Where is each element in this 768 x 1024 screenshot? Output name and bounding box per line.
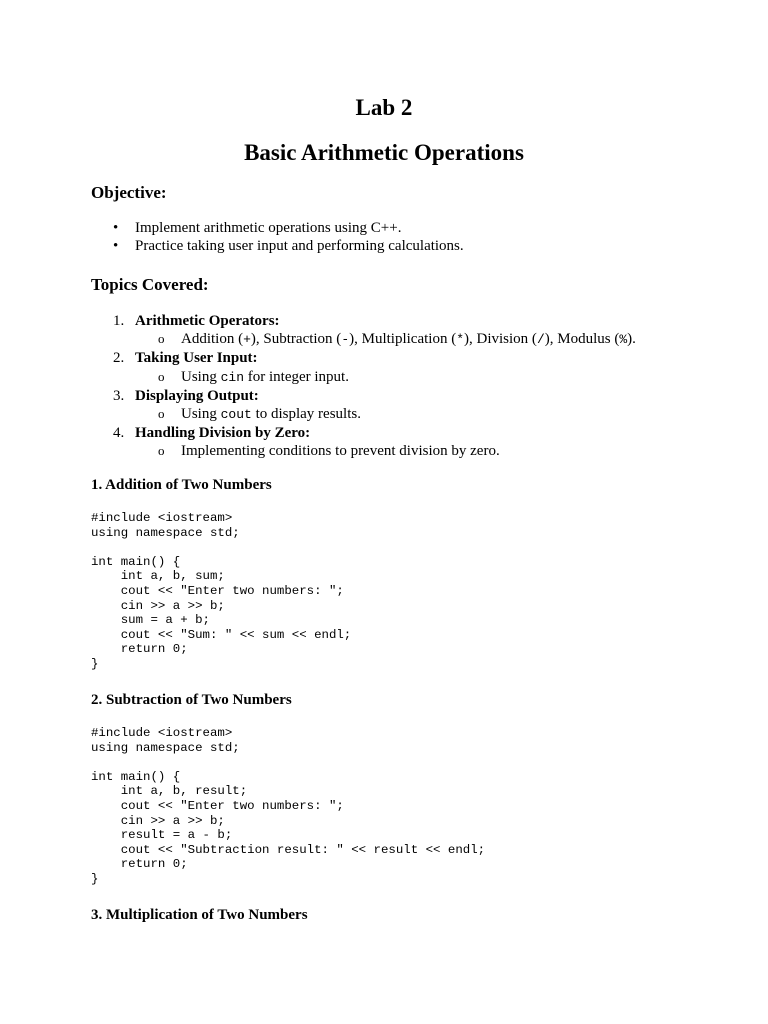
code-block-subtraction: #include <iostream> using namespace std; int main() { int a, b, result; cout << "Enter two numbers: "; cin >> a >> b; result = a - b; cout << "Subtraction result: " << result << endl; return 0; } xyxy=(91,726,486,886)
list-subitem: o Addition (+), Subtraction (-), Multiplication (*), Division (/), Modulus (%). xyxy=(158,331,636,348)
topics-heading: Topics Covered: xyxy=(91,275,209,294)
list-item: 4. Handling Division by Zero: xyxy=(113,425,311,442)
section-heading-addition: 1. Addition of Two Numbers xyxy=(91,477,272,493)
topics-list xyxy=(91,312,636,461)
sub-bullet-icon: o xyxy=(158,443,165,459)
list-item: 1. Arithmetic Operators: xyxy=(113,313,280,329)
bullet-icon: • xyxy=(113,238,119,254)
list-subitem: o Using cin for integer input. xyxy=(158,368,349,385)
list-item: • Implement arithmetic operations using C++. xyxy=(113,220,402,236)
list-item: • Practice taking user input and performing calculations. xyxy=(113,238,464,254)
bullet-icon: • xyxy=(113,220,119,236)
section-heading-subtraction: 2. Subtraction of Two Numbers xyxy=(91,692,292,708)
objective-list xyxy=(91,219,464,255)
document-title: Lab 2 xyxy=(355,95,413,120)
sub-bullet-icon: o xyxy=(158,368,165,384)
objective-heading: Objective: xyxy=(91,183,167,202)
section-heading-multiplication: 3. Multiplication of Two Numbers xyxy=(91,907,308,923)
document-subtitle: Basic Arithmetic Operations xyxy=(244,140,524,165)
code-block-addition: #include <iostream> using namespace std; int main() { int a, b, sum; cout << "Enter two numbers: "; cin >> a >> b; sum = a + b; cout << "Sum: " << sum << endl; return 0; } xyxy=(91,511,352,671)
list-item: 3. Displaying Output: xyxy=(113,387,259,404)
list-item: 2. Taking User Input: xyxy=(113,350,258,367)
list-subitem: o Using cout to display results. xyxy=(158,406,361,423)
sub-bullet-icon: o xyxy=(158,406,165,422)
sub-bullet-icon: o xyxy=(158,331,165,347)
list-subitem: o Implementing conditions to prevent division by zero. xyxy=(158,443,500,460)
